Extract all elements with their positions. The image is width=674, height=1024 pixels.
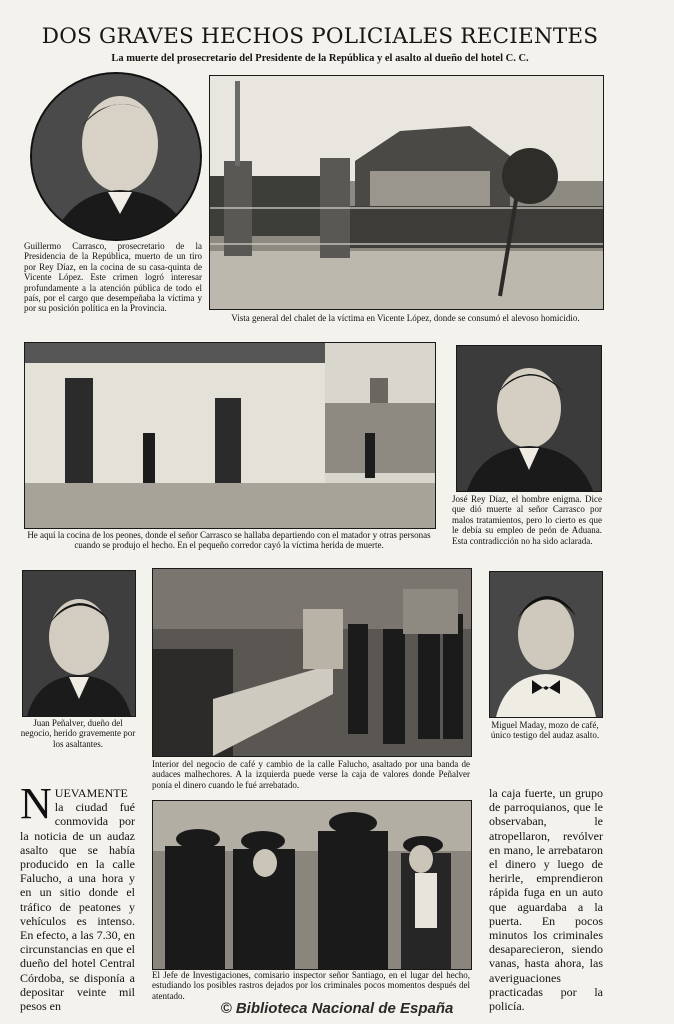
headline: DOS GRAVES HECHOS POLICIALES RECIENTES [41,24,599,49]
caption-investigaciones: El Jefe de Investigaciones, comisario inspector señor Santiago, en el lugar del hecho, estudiando los posibles rastros dejados por los criminales pocos momentos después del atentado. [152,970,470,1001]
article-column-2: la caja fuerte, un grupo de parroquianos, que le observaban, le atropellaron, revólver en mano, le arrebataron el dinero y luego de herirle, emprendieron rápida fuga en un auto que aguardaba a la puerta. En pocos minutos los criminales desaparecieron, siendo vanas, hasta ahora, las averiguaciones practicadas por la policía. [489,786,603,1014]
caption-chalet: Vista general del chalet de la víctima en Vicente López, donde se consumó el alevoso homicidio. [231,313,580,323]
portrait-maday [489,571,603,718]
caption-penalver: Juan Peñalver, dueño del negocio, herido gravemente por los asaltantes. [20,718,136,749]
photo-chalet [209,75,604,310]
photo-negocio-interior [152,568,472,757]
article-dropcap: N [20,779,52,828]
portrait-penalver [22,570,136,717]
caption-negocio: Interior del negocio de café y cambio de la calle Falucho, asaltado por una banda de audaces malhechores. A la izquierda puede verse la caja de valores donde Peñalver ponía el dinero cuando le fué arrebatado. [152,759,470,790]
subheadline: La muerte del prosecretario del Presidente de la República y el asalto al dueño del hotel C. C. [111,53,529,64]
article-col1-text: UEVAMENTE la ciudad fué conmovida por la noticia de un audaz asalto que se había producido en la calle Falucho, a una hora y en un sitio donde el tráfico de peatones y vehículos es intenso. En efecto, a las 7.30, en circunstancias en que el dueño del hotel Central Córdoba, se disponía a depositar veinte mil pesos en [20,786,135,1014]
article-column-1 [20,779,135,1014]
portrait-rey-diaz [456,345,602,492]
footer-credit: © Biblioteca Nacional de España [220,1000,454,1017]
caption-rey-diaz: José Rey Díaz, el hombre enigma. Dice que dió muerte al señor Carrasco por malos tratamientos, pero lo cierto es que le debía su empleo de peón de Aduana. Esta contradicción no ha sido aclarada. [452,494,602,546]
photo-cocina [24,342,436,529]
caption-carrasco: Guillermo Carrasco, prosecretario de la Presidencia de la República, muerto de un tiro por Rey Díaz, en la cocina de su casa-quinta de Vicente López. Este crimen logró interesar profundamente a la atención pública de todo el país, por el cargo que desempeñaba la víctima y por su posición política en la Provincia. [24,241,202,314]
caption-cocina: He aquí la cocina de los peones, donde el señor Carrasco se hallaba departiendo con el matador y otras personas cuando se produjo el hecho. En el pequeño corredor cayó la víctima herida de muerte. [27,530,431,551]
photo-investigaciones [152,800,472,970]
portrait-carrasco [30,72,202,241]
caption-maday: Miguel Maday, mozo de café, único testigo del audaz asalto. [490,720,600,741]
